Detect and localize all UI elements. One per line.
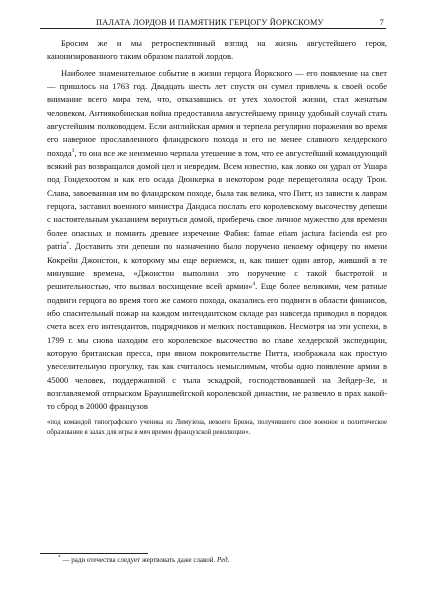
paragraph-text: , то она все же неизменно черпала утешение в том, что ее августейший командующий всякий раз возвращался домой цел и невредим. Всем известно, как ловко он удрал от Ушара под Гондехоотом и как его осада Дюнкерка в некотором роде перещеголяла осаду Трои. Слава, завоеванная им во фландрском походе, была так велика, что Питт, из зависти к лаврам герцога, заставил военного министра Дандаса послать его королевскому высочеству депеши с настоятельным указанием вернуться домой, приберечь свое личное мужество для времени более опасных и помнить древнее изречение Фабия: famae etiam jactura facienda est pro patria — [47, 147, 387, 252]
paragraph-text: . Еще более великими, чем ратные подвиги герцога во время того же самого похода, оказались его подвиги в области финансов, ибо спасительный пожар на каждом интендантском складе раз навсегда приводил в порядок счета всех его интендантов, подрядчиков и мелких поставщиков. Несмотря на эти успехи, в 1799 г. мы снова находим его королевское высочество во главе хелдерской экспедиции, которую британская пресса, при явном покровительстве Питта, изображала как простую увеселительную прогулку, так как считалось немыслимым, чтобы одно появление армии в 45000 человек, поддержанной с тыла эскадрой, господствовавшей на Зейдер-Зе, и возглавляемой отпрыском Брауншвейгской королевской династии, не развеяло в прах какой-то сброд в 20000 французов — [47, 281, 387, 412]
paragraph-text: . Доставить эти депеши по назначению было поручено некоему офицеру по имени Кокрейн Джонстон, к которому мы еще вернемся, и, как пишет один автор, живший в те минувшие времена, «Джонстон выполнил это поручение с такой быстротой и решительностью, что вызвал восхищение всей армии» — [47, 241, 387, 292]
running-header — [40, 15, 386, 29]
running-title: ПАЛАТА ЛОРДОВ И ПАМЯТНИК ГЕРЦОГУ ЙОРКСКОМУ — [96, 18, 324, 27]
editor-note: Ред. — [217, 556, 230, 564]
footnote — [58, 556, 383, 564]
paragraph — [47, 67, 387, 414]
header-rule — [40, 28, 386, 29]
footnote-rule — [40, 553, 148, 554]
paragraph-text: Наиболее знаменательное событие в жизни герцога Йоркского — его появление на свет — пришлось на 1763 год. Двадцать шесть лет спустя он сумел привлечь к своей особе внимание всего мира тем, что, отказавшись от утех холостой жизни, стал женатым человеком. Антиякобинская война предоставила августейшему принцу удобный случай стать августейшим полководцем. Если английская армия и терпела регулярно поражения во время его наверное прославленного фландрского похода и его не менее славного хелдерского похода — [47, 67, 387, 158]
block-quote: «под командой типографского ученика из Лимузена, некоего Брюна, получившего свое военное и политическое образование в залах для игры в мяч времен французской революции». — [47, 418, 387, 436]
note-reference: 3 — [71, 147, 75, 154]
footnote-reference: * — [66, 241, 70, 248]
footnote-mark: * — [58, 554, 61, 561]
paragraph: Бросим же и мы ретроспективный взгляд на жизнь августейшего героя, канонизированного таким образом палатой лордов. — [47, 38, 387, 62]
footnote-text: — ради отечества следует жертвовать даже славой. — [60, 556, 218, 564]
body-text — [47, 37, 387, 438]
note-reference: 4 — [252, 281, 256, 288]
page-number: 7 — [379, 18, 384, 27]
